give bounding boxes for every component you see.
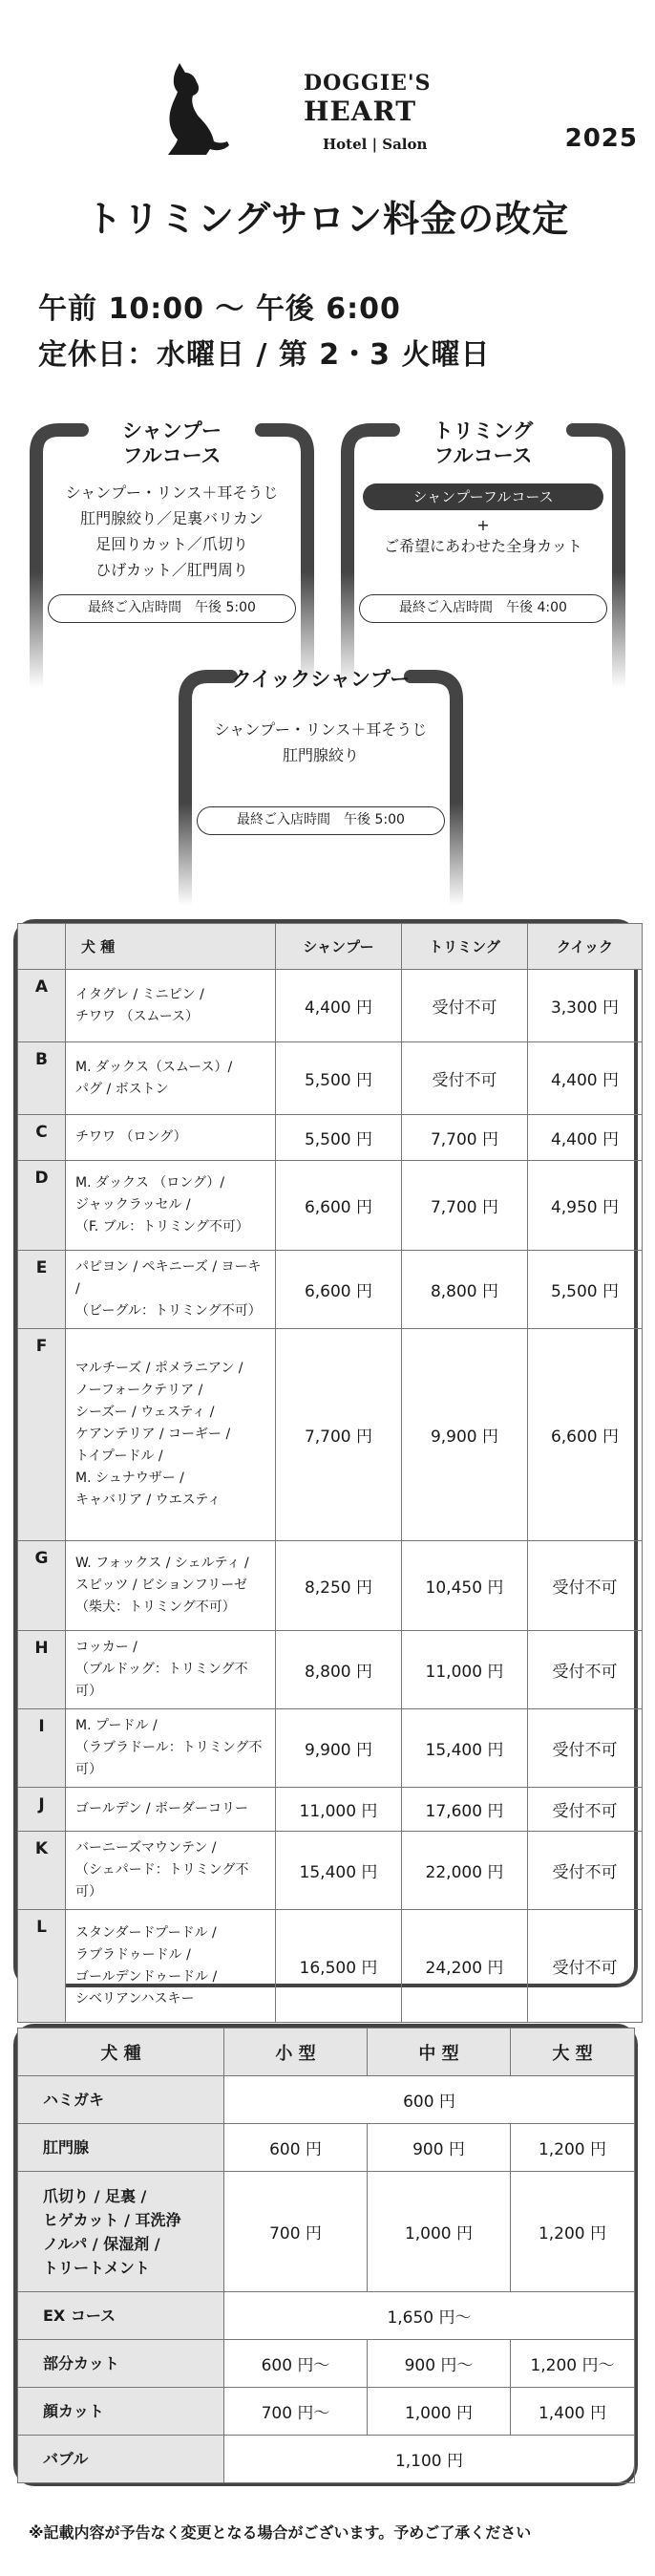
last-entry-time: 最終ご入店時間 午後 5:00 [48,594,296,623]
header-trimming: トリミング [402,924,528,970]
option-price-small: 700 円〜 [224,2388,368,2436]
option-price-all: 1,100 円 [224,2436,635,2483]
breed-line: ジャックラッセル / [75,1197,191,1213]
header-quick: クイック [528,924,643,970]
breed-line: M. シュナウザー / [75,1470,184,1486]
option-price-medium: 900 円〜 [368,2340,511,2388]
price-table-row [18,1631,643,1709]
option-name-line: ヒゲカット / 耳洗浄 [43,2210,181,2229]
breed-line: パグ / ボストン [75,1081,169,1097]
rank-letter: L [18,1910,66,2023]
price-quick: 4,400 円 [528,1042,643,1115]
price-trimming: 17,600 円 [402,1788,528,1832]
option-table-row [18,2388,635,2436]
price-shampoo: 5,500 円 [276,1115,402,1161]
breed-line: スタンダードプードル / [75,1924,217,1941]
breed-line: バーニーズマウンテン / [75,1840,217,1856]
rank-letter: B [18,1042,66,1115]
option-price-medium: 1,000 円 [368,2172,511,2292]
price-trimming: 受付不可 [402,970,528,1042]
price-trimming: 受付不可 [402,1042,528,1115]
price-quick: 4,400 円 [528,1115,643,1161]
breed-cell [66,1832,276,1910]
option-price-small: 600 円〜 [224,2340,368,2388]
option-name [18,2292,224,2340]
price-shampoo: 4,400 円 [276,970,402,1042]
price-quick: 受付不可 [528,1832,643,1910]
breed-line: イタグレ / ミニピン / [75,986,204,1002]
price-trimming: 8,800 円 [402,1251,528,1329]
breed-line: （ラブラドール：トリミング不可） [75,1740,263,1777]
breed-cell [66,1788,276,1832]
breed-cell [66,1910,276,2023]
price-table-row [18,1161,643,1251]
option-price-large: 1,200 円 [511,2124,635,2172]
price-shampoo: 7,700 円 [276,1329,402,1541]
breed-line: ゴールデン / ボーダーコリー [75,1801,249,1816]
option-name [18,2076,224,2124]
brand-subtitle: Hotel | Salon [323,136,428,153]
price-shampoo: 5,500 円 [276,1042,402,1115]
rank-letter: I [18,1709,66,1788]
course-desc-line: 肛門腺絞り／足裏バリカン [80,509,264,527]
price-shampoo: 8,250 円 [276,1541,402,1631]
breed-cell [66,970,276,1042]
option-name [18,2124,224,2172]
price-trimming: 22,000 円 [402,1832,528,1910]
year-label: 2025 [564,124,638,153]
option-table-row [18,2076,635,2124]
header-blank [18,924,66,970]
breed-line: （シェパード：トリミング不可） [75,1862,249,1900]
price-trimming: 15,400 円 [402,1709,528,1788]
price-shampoo: 6,600 円 [276,1161,402,1251]
price-shampoo: 15,400 円 [276,1832,402,1910]
page-title: トリミングサロン料金の改定 [85,198,570,240]
price-table-row [18,1709,643,1788]
course-card-quick [178,667,464,915]
course-title: フルコース [433,444,533,467]
course-desc-line: シャンプー・リンス＋耳そうじ [214,720,428,739]
option-price-small: 700 円 [224,2172,368,2292]
option-table-header-row [18,2029,635,2076]
header-small: 小 型 [224,2029,368,2076]
option-table-row [18,2436,635,2483]
price-quick: 4,950 円 [528,1161,643,1251]
last-entry-time: 最終ご入店時間 午後 4:00 [359,594,607,623]
header-breed: 犬 種 [18,2029,224,2076]
option-table-row [18,2124,635,2172]
rank-letter: H [18,1631,66,1709]
breed-cell [66,1631,276,1709]
breed-line: M. ダックス （ロング）/ [75,1175,225,1191]
breed-cell [66,1541,276,1631]
breed-cell [66,1709,276,1788]
option-price-large: 1,200 円 [511,2172,635,2292]
breed-cell [66,1329,276,1541]
option-price-medium: 1,000 円 [368,2388,511,2436]
option-name-line: 部分カット [43,2354,119,2372]
course-desc-line: ご希望にあわせた全身カット [384,537,582,555]
option-name-line: ノルパ / 保湿剤 / [43,2234,160,2253]
price-quick: 受付不可 [528,1788,643,1832]
price-shampoo: 8,800 円 [276,1631,402,1709]
header-shampoo: シャンプー [276,924,402,970]
price-table-row [18,1832,643,1910]
option-name [18,2172,224,2292]
price-quick: 受付不可 [528,1541,643,1631]
course-desc-line: ひげカット／肛門周り [95,561,248,579]
price-trimming: 10,450 円 [402,1541,528,1631]
course-title: クイックシャンプー [231,668,411,691]
price-trimming: 9,900 円 [402,1329,528,1541]
rank-letter: F [18,1329,66,1541]
rank-letter: A [18,970,66,1042]
brand-logo [143,63,468,159]
rank-letter: G [18,1541,66,1631]
price-shampoo: 16,500 円 [276,1910,402,2023]
holiday-info: 定休日：水曜日 / 第 2・3 火曜日 [38,338,491,372]
price-trimming: 11,000 円 [402,1631,528,1709]
course-title: トリミング [433,419,534,442]
rank-letter: K [18,1832,66,1910]
option-price-medium: 900 円 [368,2124,511,2172]
breed-line: （ビーグル：トリミング不可） [75,1303,262,1319]
price-quick: 5,500 円 [528,1251,643,1329]
price-table-row [18,1115,643,1161]
option-name-line: バブル [43,2450,89,2468]
option-name-line: ハミガキ [43,2091,105,2109]
brand-name-line1: DOGGIE'S [304,71,432,96]
price-shampoo: 9,900 円 [276,1709,402,1788]
last-entry-time: 最終ご入店時間 午後 5:00 [197,806,445,835]
breed-line: W. フォックス / シェルティ / [75,1556,249,1571]
price-table-row [18,1329,643,1541]
breed-line: ゴールデンドゥードル / [75,1968,218,1985]
option-name [18,2340,224,2388]
breed-line: ノーフォークテリア / [75,1383,203,1398]
option-name-line: 顔カット [43,2402,104,2420]
breed-line: （ブルドッグ：トリミング不可） [75,1662,248,1699]
price-shampoo: 11,000 円 [276,1788,402,1832]
price-trimming: 24,200 円 [402,1910,528,2023]
breed-line: （F. ブル：トリミング不可） [75,1219,249,1234]
option-price-all: 600 円 [224,2076,635,2124]
breed-line: チワワ （スムース） [75,1008,200,1024]
price-quick: 3,300 円 [528,970,643,1042]
price-trimming: 7,700 円 [402,1161,528,1251]
header-large: 大 型 [511,2029,635,2076]
course-desc-line: 肛門腺絞り [282,746,359,764]
price-quick: 受付不可 [528,1631,643,1709]
breed-line: M. ダックス（スムース）/ [75,1059,233,1075]
course-desc-line: 足回りカット／爪切り [95,535,248,553]
header-breed: 犬 種 [66,924,276,970]
breed-line: シベリアンハスキー [75,1990,195,2007]
option-table-row [18,2172,635,2292]
option-price-large: 1,400 円 [511,2388,635,2436]
breed-line: スピッツ / ビションフリーゼ [75,1578,247,1593]
price-quick: 6,600 円 [528,1329,643,1541]
price-trimming: 7,700 円 [402,1115,528,1161]
course-title: シャンプー [122,419,222,442]
breed-line: M. プードル / [75,1718,158,1733]
header-medium: 中 型 [368,2029,511,2076]
shampoo-fullcourse-pill: シャンプーフルコース [363,483,603,510]
course-desc-line: シャンプー・リンス＋耳そうじ [65,483,279,502]
course-title: フルコース [122,444,222,467]
breed-cell [66,1115,276,1161]
breed-cell [66,1042,276,1115]
price-table-header-row [18,924,643,970]
option-name-line: 爪切り / 足裏 / [43,2186,147,2205]
option-name-line: EX コース [43,2307,116,2325]
option-name [18,2388,224,2436]
price-table-row [18,1910,643,2023]
rank-letter: J [18,1788,66,1832]
breed-line: パピヨン / ペキニーズ / ヨーキ / [75,1259,262,1297]
price-table-row [18,1541,643,1631]
option-table-row [18,2292,635,2340]
option-table-row [18,2340,635,2388]
disclaimer-note: ※記載内容が予告なく変更となる場合がございます。予めご了承ください [29,2523,532,2542]
price-table [13,919,638,2007]
brand-name-line2: HEART [304,96,417,127]
dog-silhouette-icon [143,63,229,155]
price-table-row [18,970,643,1042]
price-table-row [18,1251,643,1329]
option-table [13,2024,638,2486]
rank-letter: D [18,1161,66,1251]
breed-line: （柴犬：トリミング不可） [75,1599,236,1615]
option-name-line: トリートメント [43,2258,150,2277]
breed-line: ラブラドゥードル / [75,1946,191,1963]
rank-letter: C [18,1115,66,1161]
breed-line: キャバリア / ウエスティ [75,1492,222,1508]
option-name-line: 肛門腺 [43,2138,90,2157]
option-price-all: 1,650 円〜 [224,2292,635,2340]
breed-line: マルチーズ / ポメラニアン / [75,1361,243,1376]
breed-cell [66,1251,276,1329]
price-table-row [18,1042,643,1115]
option-name [18,2436,224,2483]
breed-line: シーズー / ウェスティ / [75,1405,215,1420]
rank-letter: E [18,1251,66,1329]
business-hours: 午前 10:00 〜 午後 6:00 [38,292,401,326]
plus-sign: + [476,516,490,534]
option-price-large: 1,200 円〜 [511,2340,635,2388]
price-shampoo: 6,600 円 [276,1251,402,1329]
price-quick: 受付不可 [528,1910,643,2023]
option-price-small: 600 円 [224,2124,368,2172]
breed-line: ケアンテリア / コーギー / [75,1427,231,1442]
breed-line: コッカー / [75,1640,137,1655]
breed-cell [66,1161,276,1251]
breed-line: チワワ （ロング） [75,1129,187,1145]
price-table-row [18,1788,643,1832]
price-quick: 受付不可 [528,1709,643,1788]
breed-line: トイプードル / [75,1449,163,1464]
